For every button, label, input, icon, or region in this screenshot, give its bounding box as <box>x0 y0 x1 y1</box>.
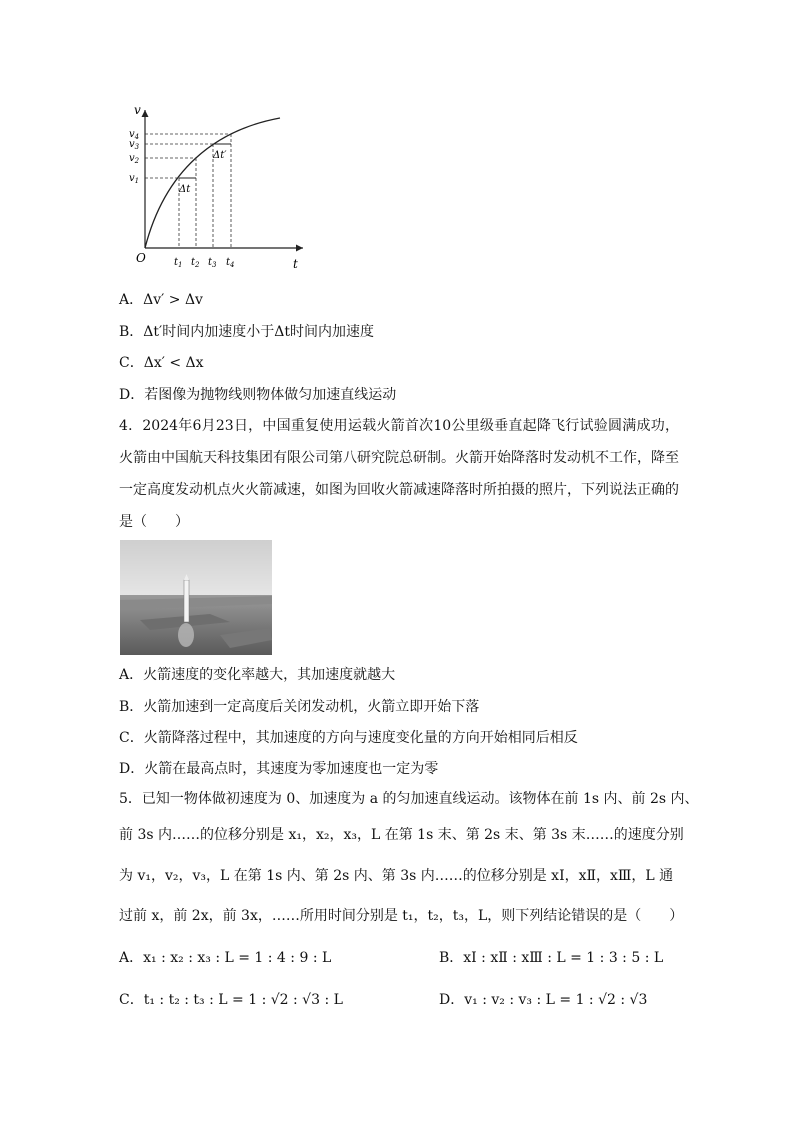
q5-line-2: 前 3s 内……的位移分别是 x₁，x₂，x₃，L 在第 1s 末、第 2s 末、第 3s 末……的速度分别 <box>119 827 684 843</box>
q4-option-b: B．火箭加速到一定高度后关闭发动机，火箭立即开始下落 <box>119 699 480 715</box>
q4-stem: 4．2024年6月23日，中国重复使用运载火箭首次10公里级垂直起降飞行试验圆满成功，火箭由中国航天科技集团有限公司第八研究院总研制。火箭开始降落时发动机不工作，降至一定高度发动机点火火箭减速，如图为回收火箭减速降落时所拍摄的照片，下列说法正确的是（ ） <box>119 418 679 530</box>
q5-option-a: A．x₁ : x₂ : x₃ : L = 1 : 4 : 9 : L <box>119 950 332 966</box>
t4-label: $t_4$ <box>226 257 235 269</box>
q4-option-c: C．火箭降落过程中，其加速度的方向与速度变化量的方向开始相同后相反 <box>119 730 578 746</box>
v4-label: $v_4$ <box>129 129 140 141</box>
q3-option-c: C．Δx′ < Δx <box>119 355 204 371</box>
delta-t-prime-label: Δt′ <box>213 150 227 161</box>
q3-option-d: D．若图像为抛物线则物体做匀加速直线运动 <box>119 387 397 403</box>
v-axis-label: v <box>134 103 141 117</box>
t1-label: $t_1$ <box>174 257 183 269</box>
q4-option-a: A．火箭速度的变化率越大，其加速度就越大 <box>119 667 396 683</box>
q3-option-b: B．Δt′时间内加速度小于Δt时间内加速度 <box>119 324 374 340</box>
q4-option-d: D．火箭在最高点时，其速度为零加速度也一定为零 <box>119 761 439 777</box>
velocity-curve <box>145 118 280 248</box>
q5-line-4: 过前 x，前 2x，前 3x，……所用时间分别是 t₁，t₂，t₃，L，则下列结论错误的是（ ） <box>119 908 684 924</box>
q3-option-a: A．Δv′ > Δv <box>119 292 203 308</box>
t-axis-label: t <box>293 257 298 271</box>
rocket-photo <box>120 540 272 655</box>
t2-label: $t_2$ <box>191 257 200 269</box>
v3-label: $v_3$ <box>129 139 140 151</box>
v1-label: $v_1$ <box>129 173 140 185</box>
origin-label: O <box>136 251 146 265</box>
vt-graph <box>125 100 315 275</box>
q5-line-1: 5．已知一物体做初速度为 0、加速度为 a 的匀加速直线运动。该物体在前 1s 内、前 2s 内、 <box>119 791 699 807</box>
q5-option-c: C．t₁ : t₂ : t₃ : L = 1 : √2 : √3 : L <box>119 992 343 1008</box>
q5-option-b: B．xⅠ : xⅡ : xⅢ : L = 1 : 3 : 5 : L <box>439 950 664 966</box>
q5-option-d: D．v₁ : v₂ : v₃ : L = 1 : √2 : √3 <box>439 992 648 1008</box>
t3-label: $t_3$ <box>208 257 217 269</box>
v2-label: $v_2$ <box>129 153 140 165</box>
delta-t-label: Δt <box>179 184 191 195</box>
q5-line-3: 为 v₁，v₂，v₃，L 在第 1s 内、第 2s 内、第 3s 内……的位移分别是 xⅠ，xⅡ，xⅢ，L 通 <box>119 868 674 884</box>
